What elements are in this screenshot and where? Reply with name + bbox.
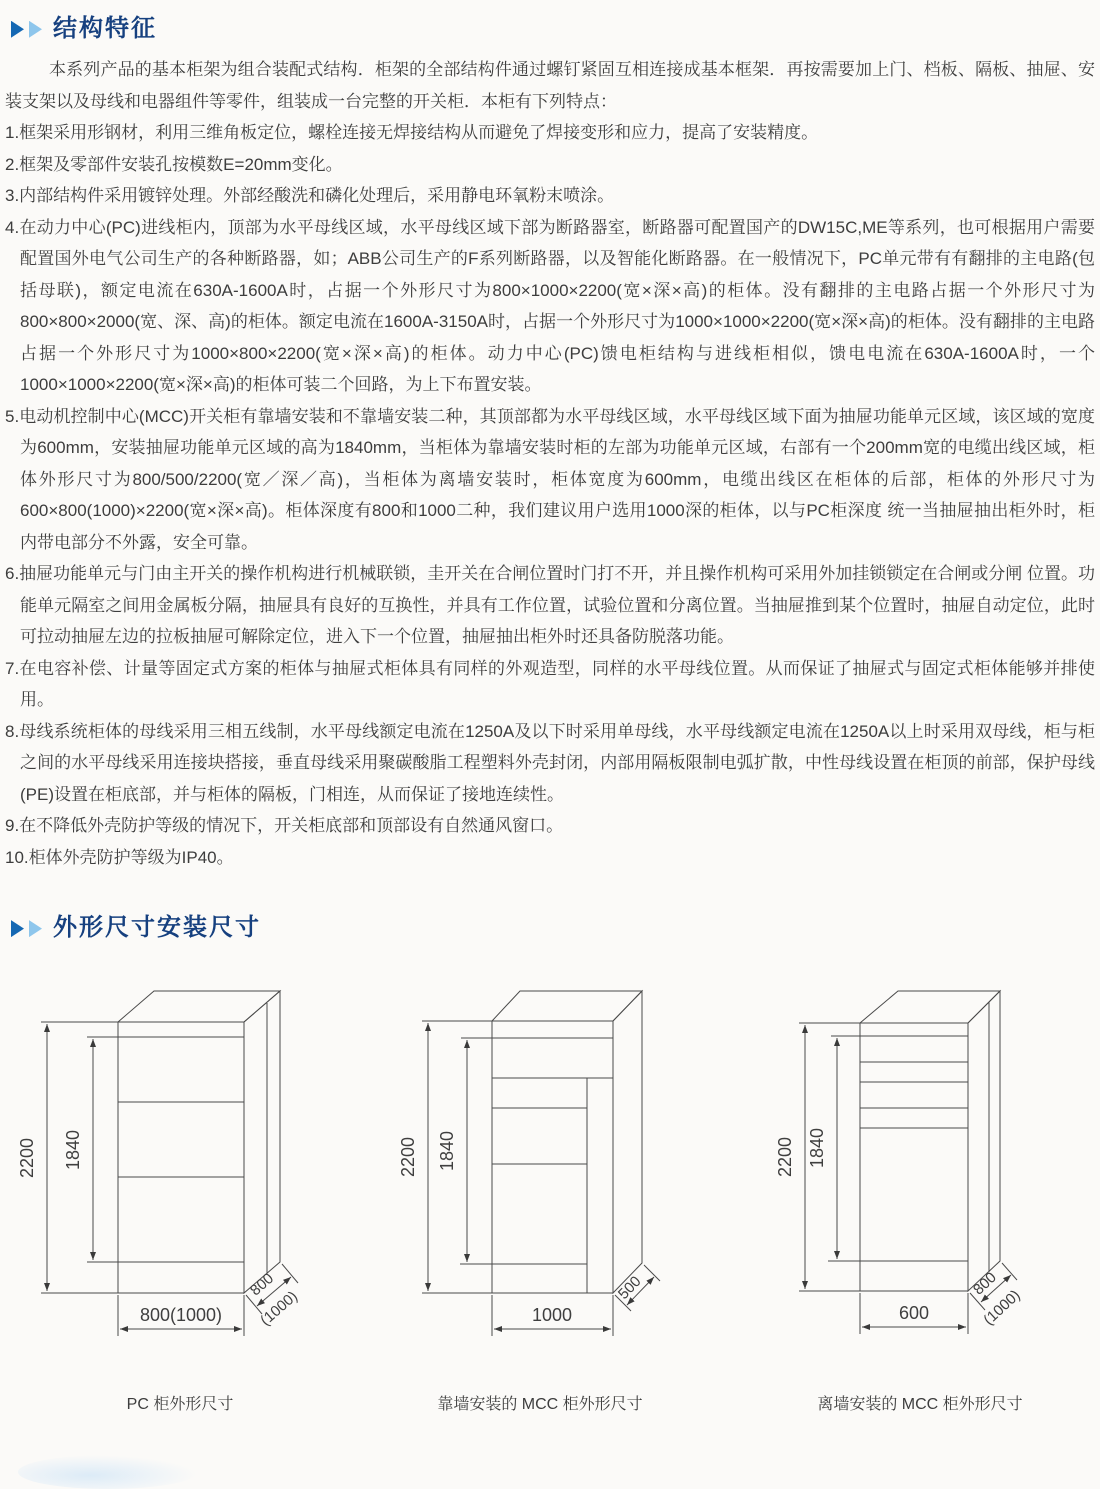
dim-label-width: 600	[898, 1302, 930, 1323]
dim-label-unit-height: 1840	[63, 1129, 83, 1170]
feature-item-6: 6.抽屉功能单元与门由主开关的操作机构进行机械联锁，圭开关在合闸位置时门打不开，并且操作机构可采用外加挂锁锁定在合闸或分闸 位置。功能单元隔室之间用金属板分隔，抽屉具有良好的互换性，并具有工作位置，试验位置和分离位置。当抽屉推到某个位置时，抽屉自动定位，此时可拉动抽屉左边的拉板抽屉可解除定位，进入下一个位置，抽屉抽出柜外时还具备防脱落功能。	[5, 564, 1095, 647]
figure-caption: PC 柜外形尺寸	[126, 1395, 234, 1413]
cabinet-outline	[492, 991, 642, 1293]
figure-caption: 离墙安装的 MCC 柜外形尺寸	[817, 1395, 1023, 1413]
dim-label-width: 800(1000)	[139, 1304, 223, 1325]
dim-label-overall-height: 2200	[17, 1137, 37, 1178]
dim-label-overall-height: 2200	[398, 1136, 418, 1177]
pc-cabinet-figure	[15, 976, 345, 1414]
dim-label-depth-alt: (1000)	[257, 1287, 301, 1330]
feature-item-1: 1.框架采用形钢材，利用三维角板定位，螺栓连接无焊接结构从而避免了焊接变形和应力，提高了安装精度。	[5, 123, 819, 143]
mcc-wall-cabinet-drawing	[395, 976, 725, 1354]
dim-label-depth: 800	[247, 1269, 278, 1300]
dim-label-depth-alt: (1000)	[980, 1286, 1024, 1329]
dim-label-overall-height: 2200	[775, 1136, 795, 1177]
cabinet-outline	[118, 991, 280, 1293]
mcc-wall-cabinet-figure	[395, 976, 725, 1414]
dim-label-unit-height: 1840	[437, 1130, 457, 1171]
figure-caption: 靠墙安装的 MCC 柜外形尺寸	[437, 1395, 643, 1413]
feature-item-9: 9.在不降低外壳防护等级的情况下，开关柜底部和顶部设有自然通风窗口。	[5, 816, 564, 836]
intro-paragraph: 本系列产品的基本柜架为组合装配式结构．柜架的全部结构件通过螺钉紧固互相连接成基本框架．再按需要加上门、档板、隔板、抽屉、安装支架以及母线和电器组件等零件，组装成一台完整的开关柜．本柜有下列特点：	[5, 60, 1095, 111]
feature-item-5: 5.电动机控制中心(MCC)开关柜有靠墙安装和不靠墙安装二种，其顶部都为水平母线区域，水平母线区域下面为抽屉功能单元区域，该区域的宽度为600mm，安装抽屉功能单元区域的高为1840mm，当柜体为靠墙安装时柜的左部为功能单元区域，右部有一个200mm宽的电缆出线区域，柜体外形尺寸为800/500/2200(宽／深／高)，当柜体为离墙安装时，柜体宽度为600mm，电缆出线区在柜体的后部，柜体的外形尺寸为600×800(1000)×2200(宽×深×高)。柜体深度有800和1000二种，我们建议用户选用1000深的柜体，以与PC柜深度 统一当抽屉抽出柜外时，柜内带电部分不外露，安全可靠。	[5, 406, 1095, 552]
dim-label-depth: 500	[614, 1272, 645, 1303]
dim-label-depth: 800	[969, 1268, 1000, 1299]
feature-item-2: 2.框架及零部件安装孔按模数E=20mm变化。	[5, 154, 343, 174]
dimension-section-header	[11, 915, 1095, 941]
feature-item-4: 4.在动力中心(PC)进线柜内，顶部为水平母线区域，水平母线区域下部为断路器室，断路器可配置国产的DW15C,ME等系列，也可根据用户需要配置国外电气公司生产的各种断路器，如；ABB公司生产的F系列断路器，以及智能化断路器。在一般情况下，PC单元带有有翻排的主电路(包括母联)，额定电流在630A-1600A时，占据一个外形尺寸为800×1000×2200(宽×深×高)的柜体。没有翻排的主电路占据一个外形尺寸为800×800×2000(宽、深、高)的柜体。额定电流在1600A-3150A时，占据一个外形尺寸为1000×1000×2200(宽×深×高)的柜体。没有翻排的主电路占据一个外形尺寸为1000×800×2200(宽×深×高)的柜体。动力中心(PC)馈电柜结构与进线柜相似，馈电电流在630A-1600A时，一个1000×1000×2200(宽×深×高)的柜体可装二个回路，为上下布置安装。	[5, 217, 1095, 395]
triangle-arrow-icon	[11, 920, 24, 937]
page-corner-decoration	[18, 1455, 198, 1489]
feature-item-10: 10.柜体外壳防护等级为IP40。	[5, 847, 234, 867]
catalog-page	[0, 16, 1100, 1426]
mcc-offwall-cabinet-drawing	[760, 976, 1100, 1354]
structure-section-title: 结构特征	[53, 15, 157, 42]
dimension-figures	[5, 976, 1095, 1426]
structure-text-block	[5, 54, 1095, 873]
pc-cabinet-drawing	[15, 976, 345, 1354]
triangle-arrow-icon	[29, 21, 42, 38]
feature-item-3: 3.内部结构件采用镀锌处理。外部经酸洗和磷化处理后，采用静电环氧粉末喷涂。	[5, 186, 615, 206]
dimension-section-title: 外形尺寸安装尺寸	[53, 914, 261, 942]
feature-item-8: 8.母线系统柜体的母线采用三相五线制，水平母线额定电流在1250A及以下时采用单母线，水平母线额定电流在1250A以上时采用双母线，柜与柜之间的水平母线采用连接块搭接，垂直母线采用聚碳酸脂工程塑料外壳封闭，内部用隔板限制电弧扩散，中性母线设置在柜顶的前部，保护母线(PE)设置在柜底部，并与柜体的隔板，门相连，从而保证了接地连续性。	[5, 721, 1095, 804]
dim-label-width: 1000	[531, 1304, 573, 1325]
triangle-arrow-icon	[11, 21, 24, 38]
dim-label-unit-height: 1840	[807, 1127, 827, 1168]
structure-section-header	[11, 16, 1095, 42]
feature-item-7: 7.在电容补偿、计量等固定式方案的柜体与抽屉式柜体具有同样的外观造型，同样的水平母线位置。从而保证了抽屉式与固定式柜体能够并排使用。	[5, 658, 1095, 710]
cabinet-outline	[860, 991, 1000, 1291]
triangle-arrow-icon	[29, 920, 42, 937]
mcc-offwall-cabinet-figure	[760, 976, 1100, 1414]
